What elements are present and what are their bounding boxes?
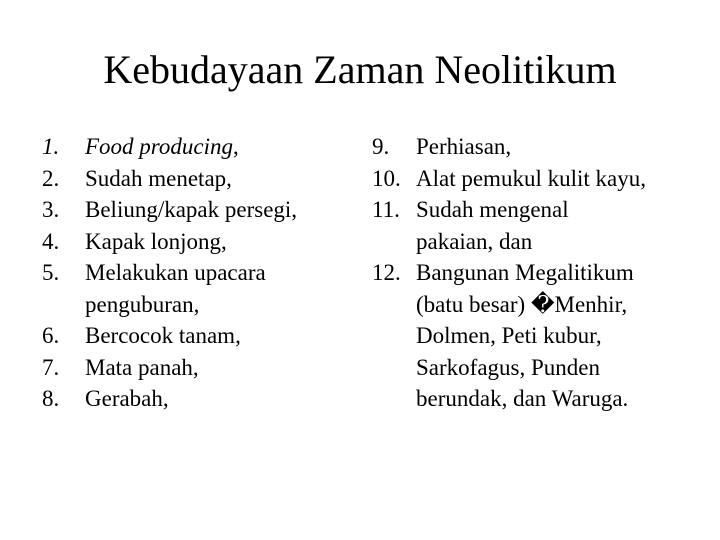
list-item-text — [85, 131, 342, 163]
list-item-italic: Food producing — [85, 134, 233, 159]
list-item-line: Sudah mengenal — [416, 197, 569, 222]
list-item-line: Sarkofagus, Punden — [416, 354, 600, 380]
list-item — [372, 257, 702, 415]
list-item — [42, 320, 342, 352]
list-item-text — [416, 163, 702, 195]
list-item-line: Dolmen, Peti kubur, — [416, 323, 602, 348]
list-item-line: pakaian, dan — [416, 228, 533, 254]
list-item — [42, 352, 342, 384]
list-item-text — [85, 226, 342, 258]
list-item-text — [416, 194, 702, 257]
list-number: 10. — [372, 165, 401, 191]
list-item — [372, 194, 702, 257]
list-item-text — [85, 257, 342, 320]
list-item-line: Beliung/kapak persegi, — [85, 197, 298, 222]
list-item — [42, 383, 342, 415]
left-list — [42, 131, 342, 415]
list-item-line: Mata panah, — [85, 354, 199, 380]
list-number: 9. — [372, 134, 390, 159]
list-item-line: penguburan, — [85, 291, 200, 317]
list-item — [42, 257, 342, 320]
list-item — [42, 163, 342, 195]
list-number: 3. — [42, 197, 60, 222]
list-item-text — [85, 383, 342, 415]
slide-title: Kebudayaan Zaman Neolitikum — [103, 47, 617, 92]
list-item-line: Melakukan upacara — [85, 260, 266, 285]
list-item-line: (batu besar) �Menhir, — [416, 291, 628, 317]
list-item-suffix: , — [233, 134, 239, 159]
list-item-text — [85, 194, 342, 226]
list-item-line: Sudah menetap, — [85, 165, 232, 191]
list-number: 7. — [42, 354, 60, 380]
list-item-text — [416, 131, 702, 163]
list-item-line: berundak, dan Waruga. — [416, 386, 629, 411]
list-number: 11. — [372, 197, 400, 222]
list-item-text — [85, 163, 342, 195]
list-item — [42, 131, 342, 163]
list-item-line: Gerabah, — [85, 386, 169, 411]
list-number: 5. — [42, 260, 60, 285]
list-item-line: Bercocok tanam, — [85, 323, 241, 348]
list-item — [372, 163, 702, 195]
list-item-line: Bangunan Megalitikum — [416, 260, 634, 285]
list-item — [42, 226, 342, 258]
list-item-line: Kapak lonjong, — [85, 228, 227, 254]
list-number: 12. — [372, 260, 401, 285]
list-item — [372, 131, 702, 163]
list-number: 4. — [42, 228, 60, 254]
list-item — [42, 194, 342, 226]
list-item-line: Alat pemukul kulit kayu, — [416, 165, 646, 191]
list-number: 8. — [42, 386, 60, 411]
list-item-line: Perhiasan, — [416, 134, 512, 159]
list-item-text — [416, 257, 702, 415]
list-number: 2. — [42, 165, 60, 191]
list-item-text — [85, 320, 342, 352]
right-list — [372, 131, 702, 415]
list-number: 1. — [42, 134, 60, 159]
list-number: 6. — [42, 323, 60, 348]
list-item-text — [85, 352, 342, 384]
